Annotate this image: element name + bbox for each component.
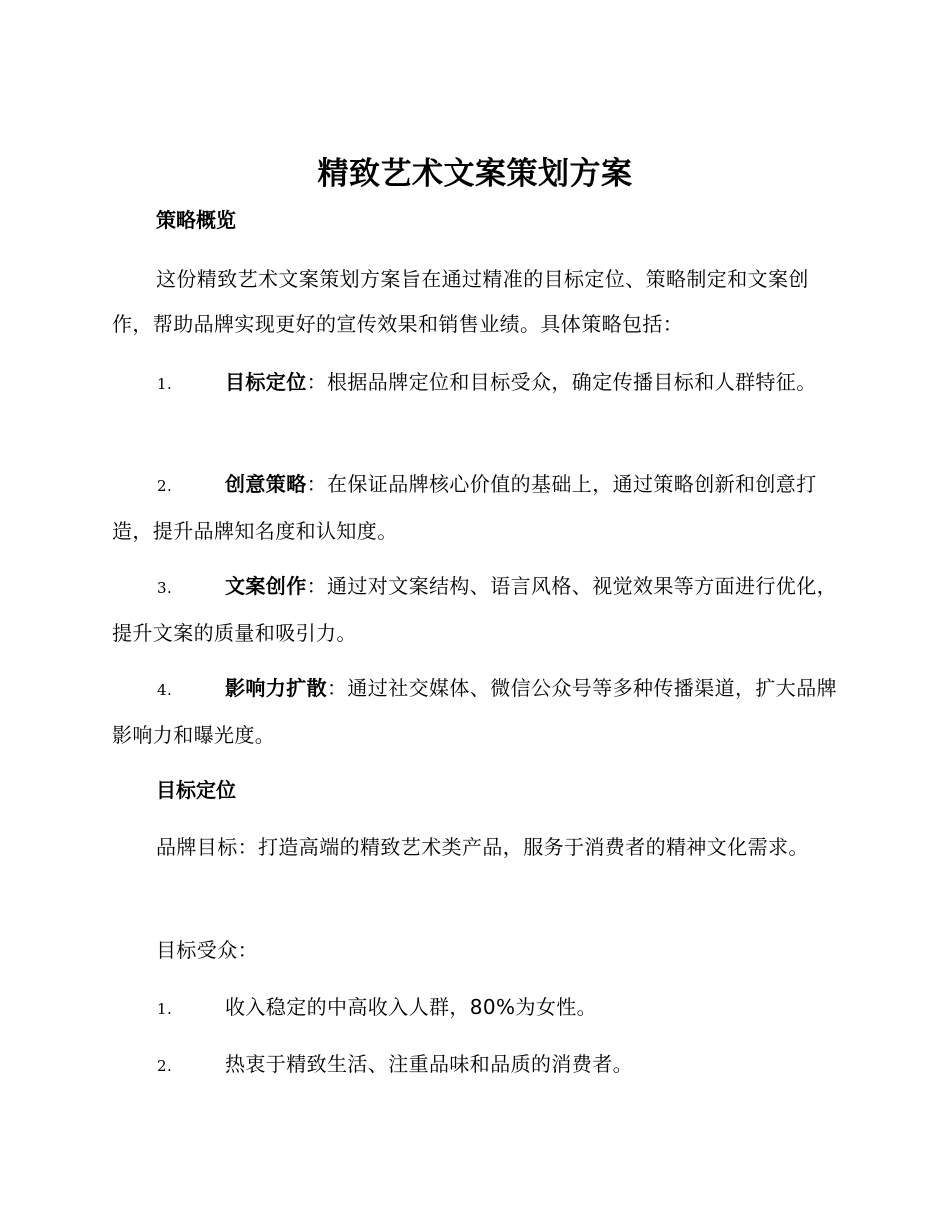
list-item-term: 目标定位 xyxy=(225,370,307,394)
strategy-list-item xyxy=(112,666,837,758)
list-item-term: 创意策略 xyxy=(225,472,307,496)
strategy-list-item xyxy=(112,360,837,407)
audience-list-item xyxy=(112,1042,837,1089)
list-number: 2. xyxy=(157,477,173,495)
list-item-text: ：根据品牌定位和目标受众，确定传播目标和人群特征。 xyxy=(306,370,817,394)
audience-list-item xyxy=(112,985,837,1032)
list-number: 1. xyxy=(157,1000,173,1018)
list-item-text: 热衷于精致生活、注重品味和品质的消费者。 xyxy=(225,1052,633,1076)
brand-goal-paragraph: 品牌目标：打造高端的精致艺术类产品，服务于消费者的精神文化需求。 xyxy=(156,835,809,859)
list-item-text: ：通过社交媒体、微信公众号等多种传播渠道，扩大品牌影响力和曝光度。 xyxy=(112,676,837,747)
list-number: 3. xyxy=(157,579,173,597)
section-heading-targeting: 目标定位 xyxy=(156,778,236,802)
strategy-list-item xyxy=(112,564,837,656)
list-item-term: 影响力扩散 xyxy=(225,676,327,700)
list-item-text: ：通过对文案结构、语言风格、视觉效果等方面进行优化，提升文案的质量和吸引力。 xyxy=(112,574,838,645)
list-item-term: 文案创作 xyxy=(225,574,307,598)
section-heading-overview: 策略概览 xyxy=(156,208,236,232)
list-item-text: 收入稳定的中高收入人群，80%为女性。 xyxy=(225,995,598,1019)
document-title: 精致艺术文案策划方案 xyxy=(317,156,633,192)
strategy-list-item xyxy=(112,462,837,554)
list-item-text: ：在保证品牌核心价值的基础上，通过策略创新和创意打造，提升品牌知名度和认知度。 xyxy=(112,472,817,543)
audience-label: 目标受众： xyxy=(156,938,258,962)
list-number: 4. xyxy=(157,681,173,699)
list-number: 2. xyxy=(157,1057,173,1075)
list-number: 1. xyxy=(157,375,173,393)
overview-intro-paragraph: 这份精致艺术文案策划方案旨在通过精准的目标定位、策略制定和文案创作，帮助品牌实现更好的宣传效果和销售业绩。具体策略包括： xyxy=(112,267,809,336)
